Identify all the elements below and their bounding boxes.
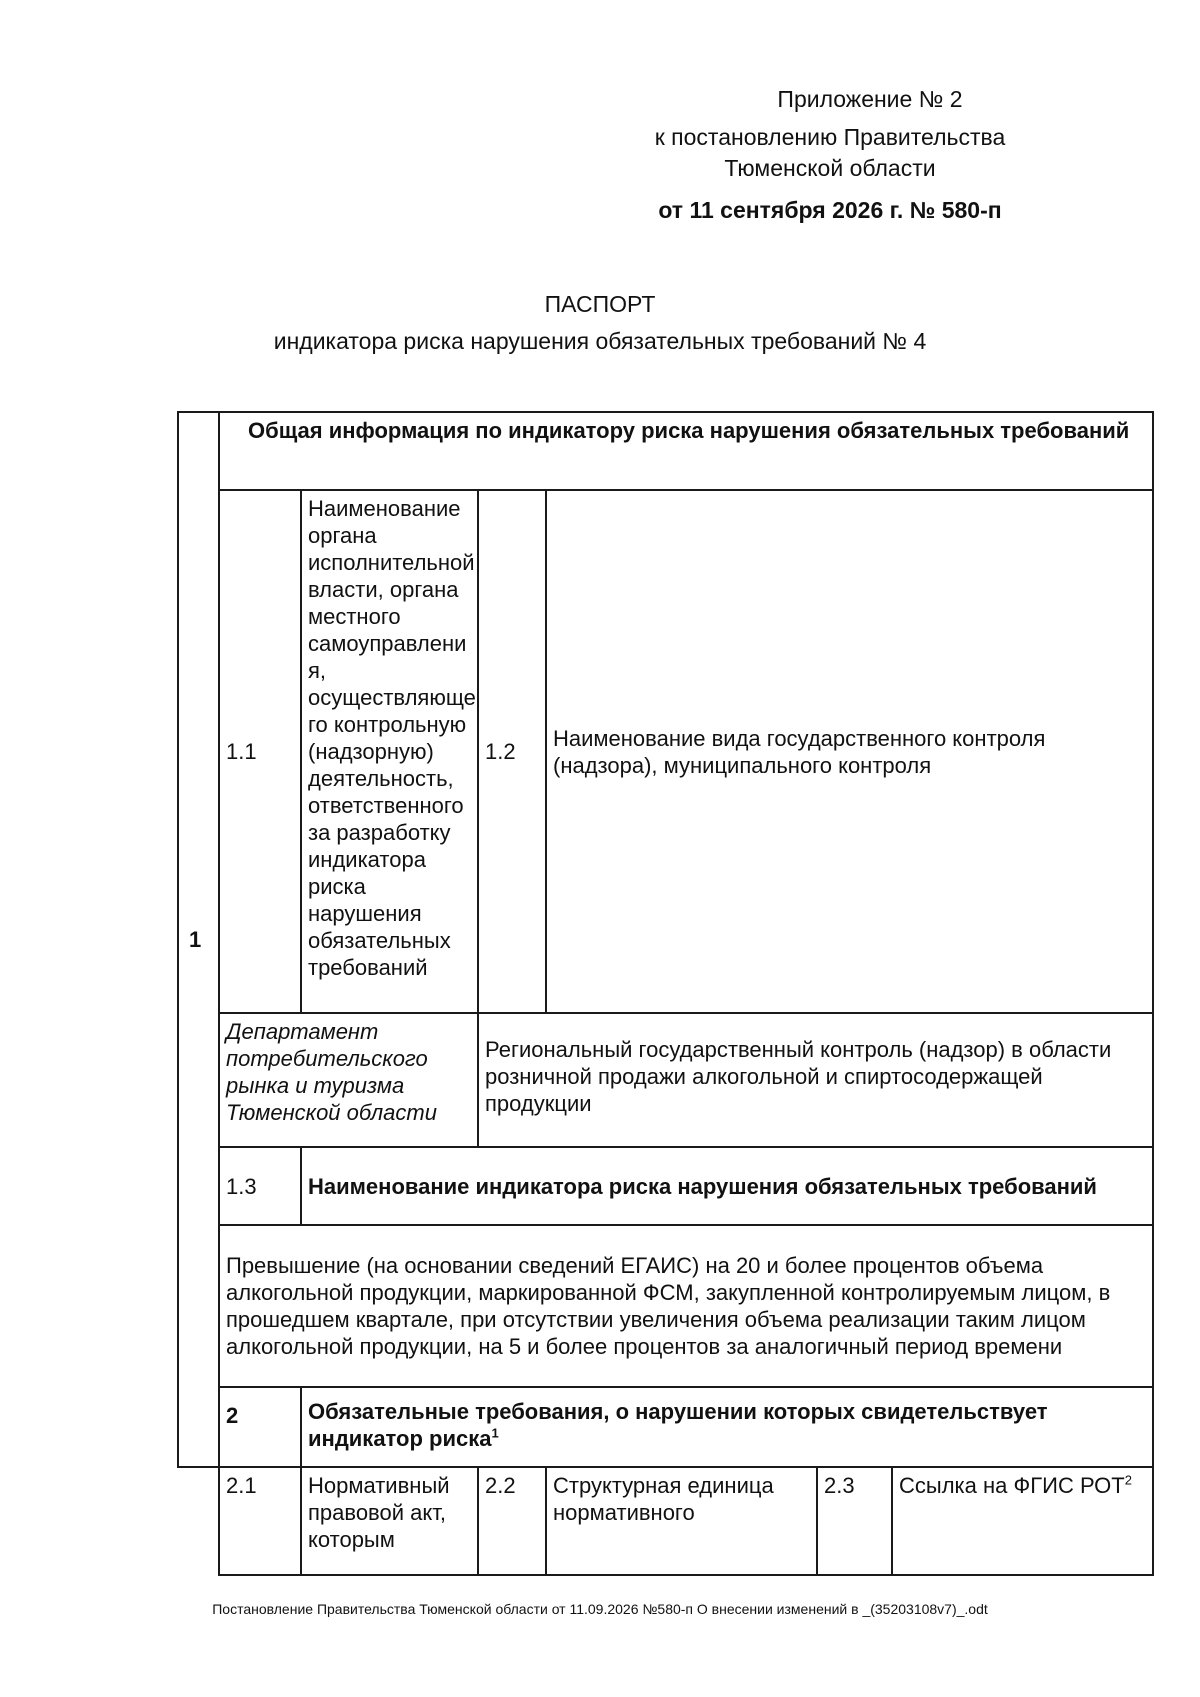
appendix-number: Приложение № 2 (777, 86, 963, 112)
footnote-1-marker: 1 (491, 1425, 499, 1441)
document-footer: Постановление Правительства Тюменской области от 11.09.2026 №580-п О внесении изменений в _(35203108v7)_.odt (212, 1601, 988, 1617)
item-1-3-number: 1.3 (219, 1147, 301, 1225)
item-2-1-number: 2.1 (219, 1467, 301, 1575)
item-2-3-label (892, 1467, 1153, 1575)
section2-heading-text: Обязательные требования, о нарушении которых свидетельствует индикатор риска (308, 1399, 1048, 1451)
section1-heading: Общая информация по индикатору риска нарушения обязательных требований (219, 412, 1153, 490)
resolution-reference-line2: Тюменской области (724, 155, 936, 181)
item-2-3-label-text: Ссылка на ФГИС РОТ (899, 1473, 1125, 1498)
section2-number: 2 (219, 1387, 301, 1467)
item-2-2-label: Структурная единица нормативного (546, 1467, 817, 1575)
item-1-1-number: 1.1 (219, 490, 301, 1013)
footnote-2-marker: 2 (1124, 1472, 1132, 1488)
document-title: ПАСПОРТ (544, 291, 656, 317)
passport-table (177, 411, 1154, 1576)
item-2-2-number: 2.2 (478, 1467, 546, 1575)
item-1-1-value: Департамент потребительского рынка и туризма Тюменской области (219, 1013, 478, 1147)
document-header (600, 84, 1060, 226)
document-subtitle: индикатора риска нарушения обязательных требований № 4 (273, 328, 927, 354)
item-1-3-label: Наименование индикатора риска нарушения обязательных требований (301, 1147, 1153, 1225)
item-2-1-label: Нормативный правовой акт, которым (301, 1467, 478, 1575)
resolution-date-number: от 11 сентября 2026 г. № 580-п (658, 197, 1002, 223)
item-1-2-label: Наименование вида государственного контроля (надзора), муниципального контроля (546, 490, 1153, 1013)
resolution-reference-line1: к постановлению Правительства (654, 124, 1006, 150)
item-1-1-label: Наименование органа исполнительной власти, органа местного самоуправлени я, осуществляюще го контрольную (надзорную) деятельность, ответственного за разработку индикатора риска нарушения обязательных требований (301, 490, 478, 1013)
section1-number: 1 (178, 412, 219, 1467)
item-1-2-value: Региональный государственный контроль (надзор) в области розничной продажи алкогольной и спиртосодержащей продукции (478, 1013, 1153, 1147)
item-1-2-number: 1.2 (478, 490, 546, 1013)
item-1-3-value: Превышение (на основании сведений ЕГАИС) на 20 и более процентов объема алкогольной продукции, маркированной ФСМ, закупленной контролируемым лицом, в прошедшем квартале, при отсутствии увеличения объема реализации таким лицом алкогольной продукции, на 5 и более процентов за аналогичный период времени (219, 1225, 1153, 1387)
section2-heading (301, 1387, 1153, 1467)
item-2-3-number: 2.3 (817, 1467, 892, 1575)
section2-continuation (178, 1467, 219, 1575)
